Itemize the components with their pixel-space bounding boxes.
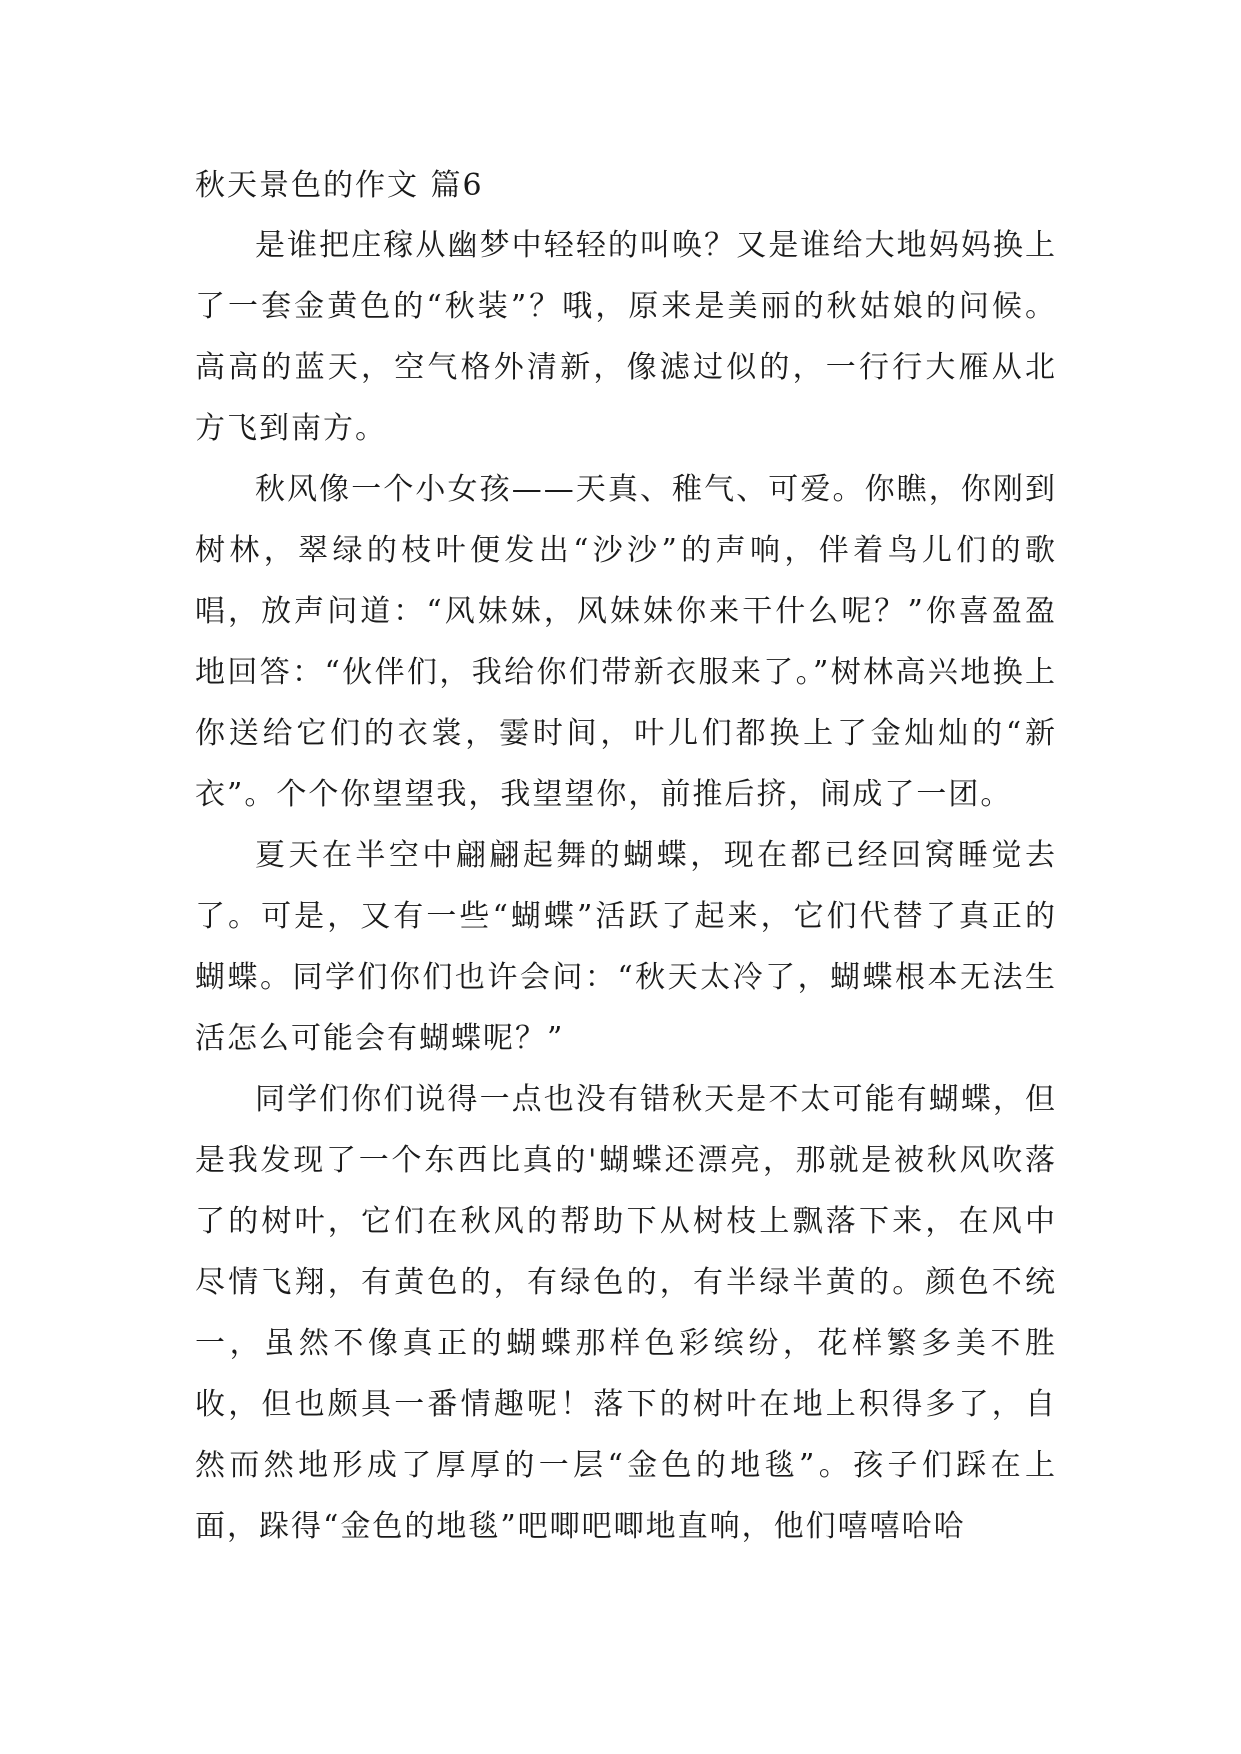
paragraph-4: 同学们你们说得一点也没有错秋天是不太可能有蝴蝶，但是我发现了一个东西比真的'蝴蝶还漂亮，那就是被秋风吹落了的树叶，它们在秋风的帮助下从树枝上飘落下来，在风中尽情飞翔，有黄色的，有绿色的，有半绿半黄的。颜色不统一，虽然不像真正的蝴蝶那样色彩缤纷，花样繁多美不胜收，但也颇具一番情趣呢！落下的树叶在地上积得多了，自然而然地形成了厚厚的一层“金色的地毯”。孩子们踩在上面，跺得“金色的地毯”吧唧吧唧地直响，他们嘻嘻哈哈 [195, 1082, 1057, 1544]
paragraph-3: 夏天在半空中翩翩起舞的蝴蝶，现在都已经回窝睡觉去了。可是，又有一些“蝴蝶”活跃了起来，它们代替了真正的蝴蝶。同学们你们也许会问：“秋天太冷了，蝴蝶根本无法生活怎么可能会有蝴蝶呢？” [195, 838, 1057, 1056]
document-body [195, 157, 1057, 1557]
paragraph-2: 秋风像一个小女孩——天真、稚气、可爱。你瞧，你刚到树林，翠绿的枝叶便发出“沙沙”的声响，伴着鸟儿们的歌唱，放声问道：“风妹妹，风妹妹你来干什么呢？”你喜盈盈地回答：“伙伴们，我给你们带新衣服来了。”树林高兴地换上你送给它们的衣裳，霎时间，叶儿们都换上了金灿灿的“新衣”。个个你望望我，我望望你，前推后挤，闹成了一团。 [195, 472, 1057, 812]
paragraph-1: 是谁把庄稼从幽梦中轻轻的叫唤？又是谁给大地妈妈换上了一套金黄色的“秋装”？哦，原来是美丽的秋姑娘的问候。高高的蓝天，空气格外清新，像滤过似的，一行行大雁从北方飞到南方。 [195, 228, 1057, 446]
essay-title: 秋天景色的作文 篇6 [195, 168, 484, 203]
